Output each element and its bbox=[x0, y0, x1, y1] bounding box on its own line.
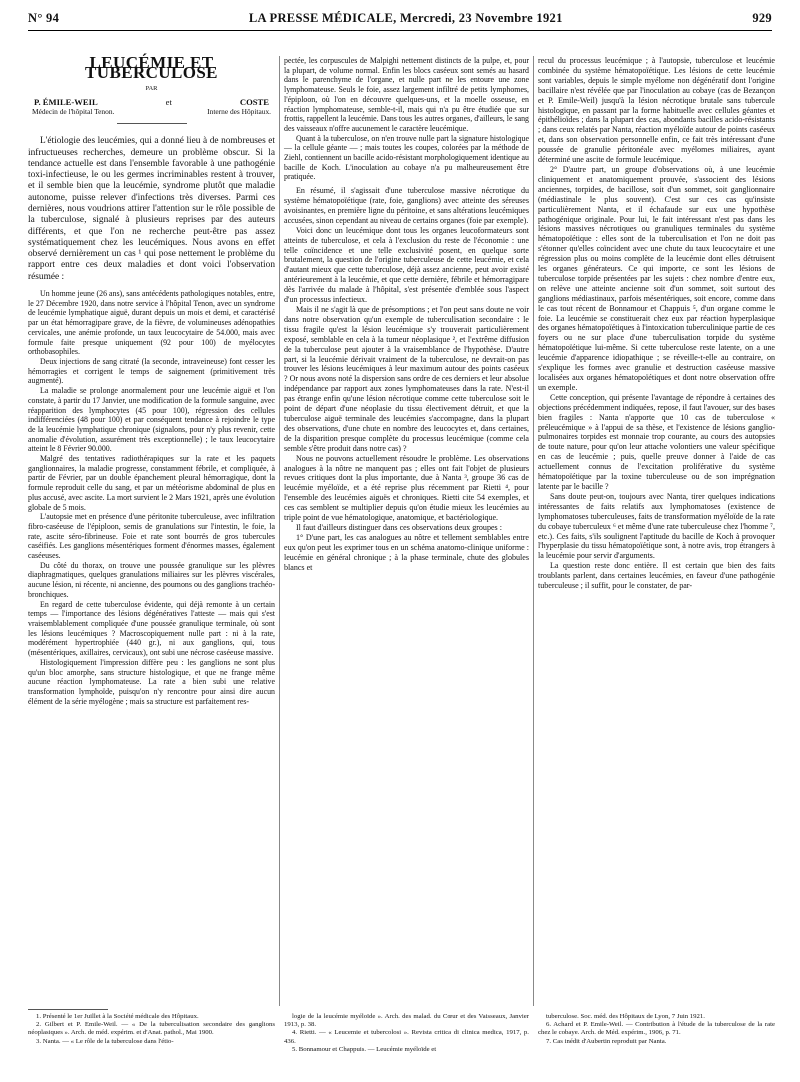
footnote: 5. Bonnamour et Chappuis. — Leucémie myéloïde et bbox=[292, 1045, 437, 1053]
author-and: et bbox=[165, 96, 172, 107]
author-2: COSTE bbox=[239, 96, 269, 107]
paragraph: Un homme jeune (26 ans), sans antécédents pathologiques notables, entre, le 27 Décembre 1920, dans notre service à l'hôpital Tenon, avec un syndrome de leucémie lymphatique aiguë, durant depuis un mois et demi, et caractérisé par un état hémorragipare grave, de la fièvre, de volumineuses adénopathies cervicales, une anémie profonde, un taux leucocytaire de 54.000, mais avec formule faite presque uniquement (92 pour 100) de myélocytes orthobasophiles. bbox=[28, 289, 275, 357]
journal-title: LA PRESSE MÉDICALE, Mercredi, 23 Novembre 1921 bbox=[248, 10, 563, 25]
paragraph: L'autopsie met en présence d'une péritonite tuberculeuse, avec infiltration fibro-caséeuse de l'épiploon, semis de granulations sur l'intestin, le foie, la rate, ascite séro-fibrineuse. Foie et rate sont bourrés de gros tubercules caséifiés. Les ganglions mésentériques forment d'énormes masses, également caséeuses. bbox=[28, 512, 275, 561]
footnote: 2. Gilbert et P. Emile-Weil. — « De la tuberculisation secondaire des ganglions néoplasiques ». Arch. de méd. expérim. et d'Anat. pathol., Mai 1900. bbox=[28, 1021, 275, 1037]
footnote: 7. Cas inédit d'Aubertin reproduit par Nanta. bbox=[546, 1037, 667, 1045]
paragraph: pectée, les corpuscules de Malpighi nettement distincts de la pulpe, et, pour la plupart, de volume normal. Enfin les blocs caséeux sont semés au hasard dans le parenchyme de l'organe, et nulle part ne les entoure une zone lymphomateuse. Seuls le foie, assez largement infiltré de petits lymphomes, l'épiploon, où l'on en découvre quelques-uns, et la moelle osseuse, en réaction lymphomateuse, semble-t-il, mais qui n'a pu être étudiée que sur frottis, rappellent la leucémie. Dans tous les autres organes, d'ailleurs, le sang des vaisseaux n'offre aucunement le caractère leucémique. bbox=[284, 56, 529, 133]
paragraph: Du côté du thorax, on trouve une poussée granulique sur les plèvres diaphragmatiques, quelques granulations miliaires sur les plèvres viscérales, aucune lésion, ni récente, ni ancienne, des poumons ou des ganglions trachéo-bronchiques. bbox=[28, 560, 275, 599]
issue-number: N° 94 bbox=[28, 10, 60, 25]
paragraph: Malgré des tentatives radiothérapiques sur la rate et les paquets ganglionnaires, la maladie progresse, constamment fébrile, et compliquée, à partir de Février, par un double épanchement pleural hémorragique, dont la formule reproduit celle du sang, et par un météorisme abdominal de plus en plus accusé, avec ascite. La mort survient le 2 Mars 1921, après une évolution globale de 5 mois. bbox=[28, 454, 275, 512]
byline-par: PAR bbox=[145, 84, 158, 92]
footnote: logie de la leucémie myéloïde ». Arch. des malad. du Cœur et des Vaisseaux, Janvier 1913, p. 38. bbox=[284, 1013, 529, 1029]
paragraph: recul du processus leucémique ; à l'autopsie, tuberculose et leucémie combinée du système hématopoïétique. Les lésions de cette leucémie sont variables, depuis le simple myélome non dégénératif dont l'origine bacillaire n'est révélée que par l'inoculation au cobaye (cas de Bezançon et P. Emile-Weil) jusqu'à la lésion nécrotique brutale sans tubercule histologique, en passant par la forme habituelle avec cellules géantes et épithélioïdes ; dans la plupart des cas, abondants bacilles acido-résistants ; dans ceux relatés par Nanta, réaction myéloïde autour de points caséeux et, dans son observation personnelle enfin, ce fait très intéressant d'une poussée de granulie péritonéale avec myélomes miliaires, ayant déterminé une ascite de formule leucémique. bbox=[538, 56, 775, 165]
column-2 bbox=[284, 56, 529, 572]
title-separator bbox=[117, 123, 187, 124]
header-rule bbox=[28, 30, 772, 31]
author-1: P. ÉMILE-WEIL bbox=[34, 96, 98, 107]
footnote: tuberculose. Soc. méd. des Hôpitaux de Lyon, 7 Juin 1921. bbox=[546, 1013, 705, 1020]
affiliations bbox=[28, 107, 275, 117]
footnotes-col-3 bbox=[538, 1013, 775, 1046]
paragraph: Quant à la tuberculose, on n'en trouve nulle part la signature histologique — la cellule géante — ; mais toutes les coupes, colorées par la méthode de Ziehl, contiennent un bacille acido-résistant morphologiquement identique au bacille de Koch. L'inoculation au cobaye n'a pu malheureusement être pratiquée. bbox=[284, 133, 529, 182]
affiliation-1: Médecin de l'hôpital Tenon. bbox=[32, 107, 115, 117]
paragraph: Nous ne pouvons actuellement résoudre le problème. Les observations analogues à la nôtre ne manquent pas ; elles ont fait l'objet de plusieurs revues critiques dont la plus importante, due à Nanta ³, groupe 36 cas de leucémie myéloïde, et a été reprise plus récemment par Rietti ⁴, pour l'ensemble des leucémies aiguës et chroniques. Rietti cite 54 exemples, et ces cas semblent se multiplier depuis qu'on étudie mieux les leucémies au triple point de vue hématologique, anatomique, et bactériologique. bbox=[284, 453, 529, 523]
paragraph: 1° D'une part, les cas analogues au nôtre et tellement semblables entre eux qu'on peut les exprimer tous en un schéma anatomo-clinique uniforme : leucémie en général chronique ; à la phase terminale, chute des globules blancs et bbox=[284, 532, 529, 572]
paragraph: Histologiquement l'impression diffère peu : les ganglions ne sont plus qu'un bloc amorphe, sans structure histologique, et que ne frange même aucune réaction lymphomateuse. La rate a bien subi une relative transformation lymphoïde, puisqu'on n'y rencontre pour ainsi dire aucun élément de la série myélogène ; mais sa structure est parfaitement res- bbox=[28, 657, 275, 706]
paragraph: Deux injections de sang citraté (la seconde, intraveineuse) font cesser les hémorragies et corrigent le temps de saignement (primitivement très augmenté). bbox=[28, 357, 275, 386]
paragraph: La question reste donc entière. Il est certain que bien des faits troublants parlent, dans certaines leucémies, en faveur d'une pathogénie tuberculeuse ; il suffit, pour le constater, de par- bbox=[538, 561, 775, 591]
column-1 bbox=[28, 54, 275, 706]
paragraph: La maladie se prolonge anormalement pour une leucémie aiguë et l'on constate, à partir du 17 Janvier, une modification de la formule sanguine, avec réapparition des lymphocytes (45 pour 100), régression des cellules indifférenciées (48 pour 100) et par conséquent tendance à rejoindre le type de la leucémie lymphatique chronique (signalons, pour n'y plus revenir, cette anomalie d'évolution, assurément très exceptionnelle) ; le taux leucocytaire atteint le 8 Février 90.000. bbox=[28, 386, 275, 454]
footnote-rule bbox=[28, 1009, 108, 1010]
footnote: 4. Rietti. — « Leucemie et tubercolosi ». Revista critica di clinica medica, 1917, p. 436. bbox=[284, 1029, 529, 1045]
affiliation-2: Interne des Hôpitaux. bbox=[207, 107, 271, 117]
footnotes-col-1 bbox=[28, 1013, 275, 1046]
paragraph: L'étiologie des leucémies, qui a donné lieu à de nombreuses et infructueuses recherches, demeure un problème obscur. Si la tendance actuelle est dans l'ensemble favorable à une pathogénie toxi-infectieuse, le ou les germes incriminables restent à trouver, et il semble bien que la leucémie, syndrome plutôt que maladie autonome, puisse relever d'infections très diverses. Parmi ces dernières, nous voudrions attirer l'attention sur le rôle possible de la tuberculose, signalé à plusieurs reprises par des auteurs différents, et que l'on ne recherche peut-être pas assez systématiquement chez les leucémiques. Nous avons en effet observé dernièrement un cas ¹ qui pose nettement le problème du rapport entre ces deux maladies et dont voici l'observation résumée : bbox=[28, 136, 275, 282]
paragraph: Il faut d'ailleurs distinguer dans ces observations deux groupes : bbox=[296, 522, 502, 532]
column-divider bbox=[279, 56, 280, 1006]
paragraph: Voici donc un leucémique dont tous les organes leucoformateurs sont atteints de tuberculose, et cela à l'exclusion du reste de l'économie : une telle coïncidence et une telle exclusivité posent, en quelque sorte brutalement, la question de l'origine tuberculeuse de cette leucémie, et cela d'autant mieux que cette tuberculose, déjà assez ancienne, peut avoir existé antérieurement à la leucémie, et que cette dernière, fébrile et hémorragipare dès l'arrivée du malade à l'hôpital, s'est présentée d'emblée sous l'aspect d'un processus infectieux. bbox=[284, 225, 529, 305]
footnotes-col-2 bbox=[284, 1013, 529, 1054]
paragraph: 2° D'autre part, un groupe d'observations où, à une leucémie cliniquement et anatomiquement prouvée, s'associent des lésions anciennes, torpides, de bacillose, soit d'un sommet, soit ganglionnaire (médiastinale le plus souvent). C'est sur ces cas qu'insiste particulièrement Nanta, et il échafaude sur eux une hypothèse pathogénique originale. Pour lui, le fait intéressant n'est pas dans les lésions massives nécrotiques ou granuliques terminales du système hématopoïétique : elles sont de la tuberculisation et l'on ne doit pas s'étonner qu'elles coïncident avec une chute du taux leucocytaire et une régression plus ou moins complète de la leucémie dont elles détruisent les organes générateurs. Ce qui importe, ce sont les lésions de tuberculose torpide présentées par les sujets : chez nombre d'entre eux, on relève une atteinte ancienne soit d'un sommet, soit surtout des ganglions médiastinaux, parfois mésentériques, soit encore, comme dans le cas tout récent de Bonnamour et Chappuis ⁵, d'un organe comme le foie. La leucémie se constituerait chez eux par réaction hyperplasique des organes hématopoïétiques à l'intoxication tuberculinique partie de ces foyers ou ne sur place d'une tuberculisation torpide du système hématopoïétique lui-même. Si cette tuberculose reste latente, on a une leucémie d'apparence idiopathique ; se réveille-t-elle au contraire, on s'explique les formes avec granulie et destruction caséeuse massive localisées aux organes hématopoïétiques et dont notre observation offre un exemple. bbox=[538, 164, 775, 392]
page-number: 929 bbox=[752, 10, 772, 25]
column-divider bbox=[533, 56, 534, 1006]
page-header bbox=[28, 6, 772, 30]
paragraph: Mais il ne s'agit là que de présomptions ; et l'on peut sans doute ne voir dans notre observation qu'un exemple de tuberculisation secondaire : le tissu fragile qu'est la lésion leucémique s'y trouverait particulièrement exposé, semblable en cela à la tumeur néoplasique ², et l'extrême diffusion de la tuberculose peut ajouter à la vraisemblance de l'hypothèse. D'autre part, si la leucémie dérivait vraiment de la tuberculose, ne devrait-on pas trouver les lésions leucémiques à leur maximum autour des points caséeux ? Or nous avons noté la dispersion sans ordre de ces derniers et leur absolue indépendance par rapport aux zones lymphomateuses dans la rate. N'est-il pas étrange enfin qu'une lésion nécrotique comme cette tuberculose soit le point de départ d'une néoplasie du tissu électivement détruit, et que la tuberculose aiguë terminale des leucémies s'accompagne, dans la plupart des observations, d'une chute en nombre des leucocytes et, dans certaines, de la disparition presque complète du processus leucémique (comme cela semble s'être produit dans notre cas) ? bbox=[284, 305, 529, 453]
paragraph: En regard de cette tuberculose évidente, qui déjà remonte à un certain temps — l'importance des lésions dégénératives l'atteste — mais qui s'est vraisemblablement compliquée d'une poussée granulique terminale, où sont les lésions leucémiques ? Macroscopiquement nulle part : ni à la rate, modérément hypertrophiée (440 gr.), ni aux ganglions, qui, tous (mésentériques, axillaires, cervicaux), ont subi une nécrose caséeuse massive. bbox=[28, 599, 275, 658]
paragraph: En résumé, il s'agissait d'une tuberculose massive nécrotique du système hématopoïétique (rate, foie, ganglions) avec atteinte des séreuses avoisinantes, en première ligne du péritoine, et sans altérations leucémiques accusées, sinon cependant au niveau de certains organes (foie par exemple). bbox=[284, 186, 529, 225]
column-3 bbox=[538, 56, 775, 591]
footnote: 1. Présenté le 1er Juillet à la Société médicale des Hôpitaux. bbox=[36, 1013, 199, 1020]
authors bbox=[28, 98, 275, 108]
paragraph: Cette conception, qui présente l'avantage de répondre à certaines des objections précédemment indiquées, repose, il faut l'avouer, sur des bases bien fragiles : Nanta n'apporte que 10 cas de tuberculose « préleucémique » à l'appui de sa thèse, et l'existence de lésions ganglio-pulmonaires torpides est monnaie trop courante, au cours des autopsies de toute nature, pour qu'on leur attache volontiers une valeur spécifique en cas de leucémie ; puis, quelle preuve donner à l'aide de cas actuellement connus de l'excitation proliférative du système hématopoïétique par la toxine tuberculeuse ou de son imprégnation latente par le bacille ? bbox=[538, 392, 775, 491]
footnote: 6. Achard et P. Emile-Weil. — Contribution à l'étude de la tuberculose de la rate chez le cobaye. Arch. de Méd. expérim., 1906, p. 71. bbox=[538, 1021, 775, 1037]
footnote: 3. Nanta. — « Le rôle de la tuberculose dans l'étio- bbox=[36, 1037, 174, 1045]
article-title: LEUCÉMIE ET TUBERCULOSE bbox=[85, 53, 218, 82]
paragraph: Sans doute peut-on, toujours avec Nanta, tirer quelques indications intéressantes de faits relatifs aux lymphomatoses (existence de lymphomatoses tuberculeuses, faits de transformation myéloïde de la rate du cobaye tuberculeux ⁶ et même d'une rate tuberculeuse chez l'homme ⁷, etc.). Ces faits, s'ils soulignent l'aptitude du bacille de Koch à provoquer l'hyperplasie du tissu hématopoïétique sont, à notre avis, trop étrangers à la leucémie pour servir d'arguments. bbox=[538, 491, 775, 561]
